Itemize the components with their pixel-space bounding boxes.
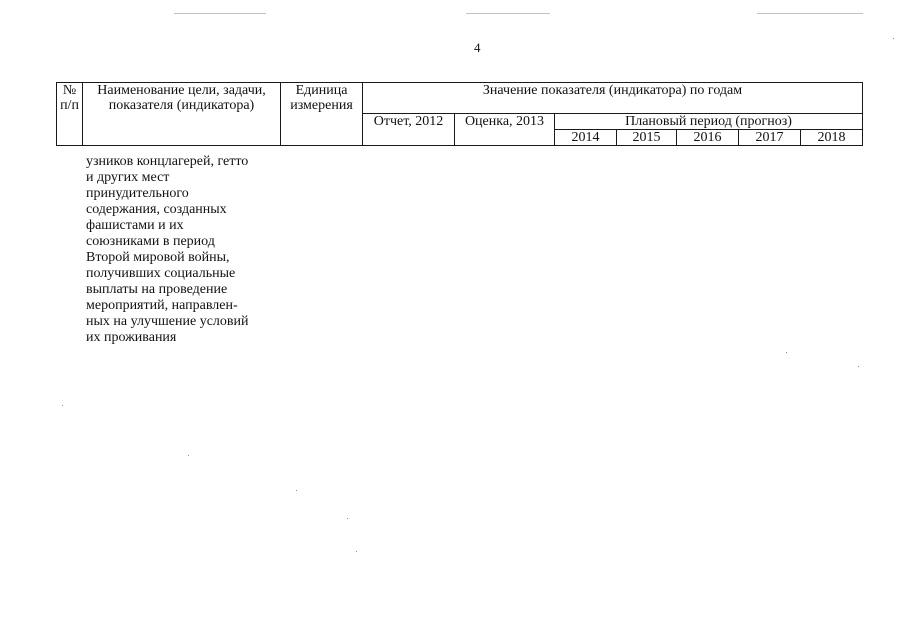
header-values-by-year: Значение показателя (индикатора) по годам [363, 83, 863, 114]
header-unit-column: Единица измерения [281, 83, 363, 146]
header-year-2017: 2017 [739, 130, 801, 146]
scan-speck [858, 366, 859, 367]
header-estimate-2013: Оценка, 2013 [455, 114, 555, 146]
header-grid [56, 82, 863, 146]
header-name-column: Наименование цели, задачи, показателя (индикатора) [83, 83, 281, 146]
scan-artifact-right [757, 13, 863, 14]
header-year-2018: 2018 [801, 130, 863, 146]
page-number: 4 [474, 40, 481, 55]
scan-speck [62, 405, 63, 406]
scan-artifact-center [466, 13, 550, 14]
scan-speck [188, 455, 189, 456]
scan-artifact-left [174, 13, 266, 14]
indicator-table-header [56, 82, 862, 146]
scan-speck [893, 38, 894, 39]
scan-speck [786, 352, 787, 353]
scan-speck [296, 490, 297, 491]
header-year-2016: 2016 [677, 130, 739, 146]
indicator-name-continuation: узников концлагерей, гетто и других мест принудительного содержания, созданных фашистами и их союзниками в период Второй мировой войны, получивших социальные выплаты на проведение мероприятий, направлен- ных на улучшение условий их проживания [86, 154, 249, 345]
scan-speck [356, 551, 357, 552]
header-planned-period: Плановый период (прогноз) [555, 114, 863, 130]
header-report-2012: Отчет, 2012 [363, 114, 455, 146]
scan-speck [347, 518, 348, 519]
header-year-2014: 2014 [555, 130, 617, 146]
header-number-column: № п/п [57, 83, 83, 146]
header-year-2015: 2015 [617, 130, 677, 146]
